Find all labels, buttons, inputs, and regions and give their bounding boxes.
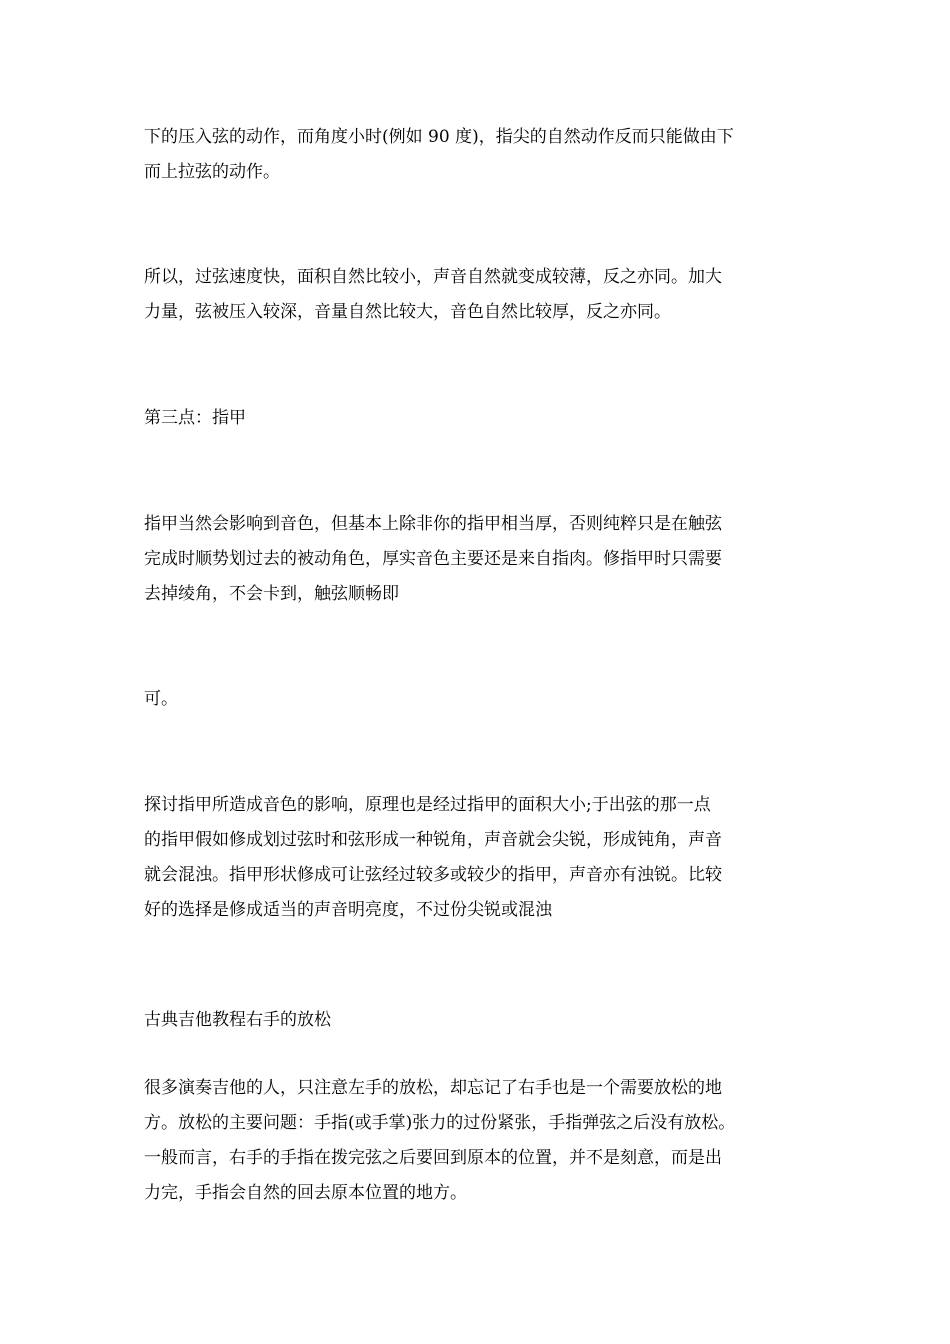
paragraph-continuation (144, 682, 814, 717)
text-line: 力量，弦被压入较深，音量自然比较大，音色自然比较厚，反之亦同。 (144, 302, 671, 322)
text-line: 第三点：指甲 (144, 408, 246, 428)
text-line: 完成时顺势划过去的被动角色，厚实音色主要还是来自指肉。修指甲时只需要 (144, 549, 722, 569)
paragraph-right-hand-relax (144, 1071, 814, 1211)
text-line: 就会混浊。指甲形状修成可让弦经过较多或较少的指甲，声音亦有浊锐。比较 (144, 865, 722, 885)
text-line: 下的压入弦的动作，而角度小时(例如 90 度)，指尖的自然动作反而只能做由下 (144, 127, 734, 147)
section-heading-nails (144, 401, 814, 436)
text-line: 去掉绫角，不会卡到，触弦顺畅即 (144, 584, 399, 604)
paragraph-nail-effect (144, 507, 814, 612)
paragraph-string-speed-force (144, 260, 814, 330)
text-line: 古典吉他教程右手的放松 (144, 1010, 331, 1030)
text-line: 而上拉弦的动作。 (144, 162, 280, 182)
text-line: 可。 (144, 689, 178, 709)
text-line: 探讨指甲所造成音色的影响，原理也是经过指甲的面积大小;于出弦的那一点 (144, 795, 711, 815)
section-heading-right-hand-relax (144, 1003, 814, 1038)
text-line: 的指甲假如修成划过弦时和弦形成一种锐角，声音就会尖锐，形成钝角，声音 (144, 830, 722, 850)
text-line: 一般而言，右手的手指在拨完弦之后要回到原本的位置，并不是刻意，而是出 (144, 1148, 722, 1168)
text-line: 好的选择是修成适当的声音明亮度，不过份尖锐或混浊 (144, 900, 552, 920)
paragraph-string-press-angle (144, 120, 814, 190)
text-line: 很多演奏吉他的人，只注意左手的放松，却忘记了右手也是一个需要放松的地 (144, 1078, 722, 1098)
paragraph-nail-shape (144, 788, 814, 928)
text-line: 指甲当然会影响到音色，但基本上除非你的指甲相当厚，否则纯粹只是在触弦 (144, 514, 722, 534)
text-line: 力完，手指会自然的回去原本位置的地方。 (144, 1183, 467, 1203)
text-line: 方。放松的主要问题：手指(或手掌)张力的过份紧张，手指弹弦之后没有放松。 (144, 1113, 736, 1133)
text-line: 所以，过弦速度快，面积自然比较小，声音自然就变成较薄，反之亦同。加大 (144, 267, 722, 287)
